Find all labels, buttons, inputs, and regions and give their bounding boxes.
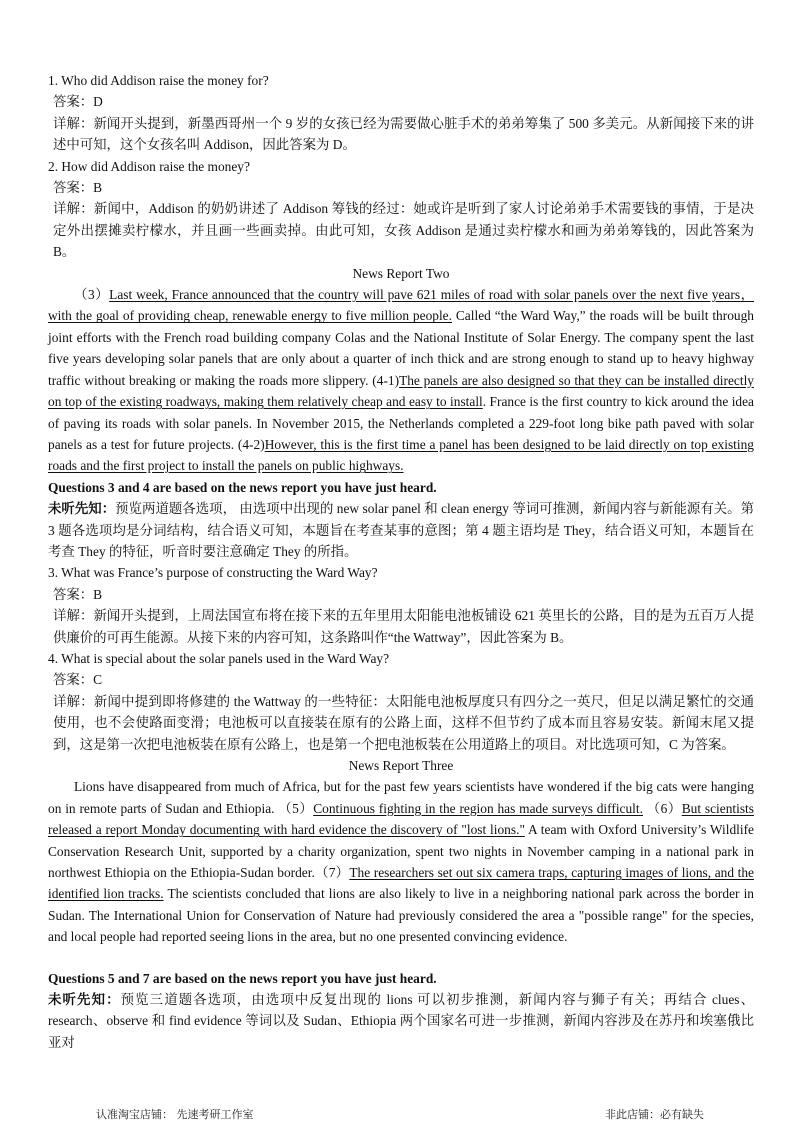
preview-note-3-4 <box>48 498 754 562</box>
question-1: 1. Who did Addison raise the money for? <box>48 73 269 88</box>
underlined-sentence-4-1: The panels are also designed so that they can be installed directly on top of the existing roadways, making them relatively cheap and easy to install <box>48 372 754 410</box>
footer-right-text: 非此店铺：必有缺失 <box>605 1108 704 1121</box>
spacer <box>48 948 754 968</box>
preview-label: 未听先知： <box>48 992 121 1008</box>
report-three-body-2: A team with Oxford University’s Wildlife Conservation Research Unit, supported by a charity organization, spent two nights in November camping in a national park in northwest Ethiopia on the Ethiopia-Sudan border.（7） <box>48 822 754 881</box>
answer-1: 答案：D <box>53 94 103 110</box>
preview-text: 预览三道题各选项，由选项中反复出现的 lions 可以初步推测，新闻内容与狮子有关；再结合 clues、research、observe 和 find evidence 等词以及 Sudan、Ethiopia 两个国家名可进一步推测，新闻内容涉及在苏丹和埃塞俄比亚对 <box>48 992 754 1050</box>
report-three-body-1: Lions have disappeared from much of Africa, but for the past few years scientists have wondered if the big cats were hanging on in remote parts of Sudan and Ethiopia. （5） <box>48 779 754 816</box>
news-report-two-title: News Report Two <box>352 265 450 281</box>
question-2: 2. How did Addison raise the money? <box>48 158 250 174</box>
underlined-sentence-4-2: However, this is the first time a panel has been designed to be laid directly on top existing roads and the first project to install the panels on public highways. <box>48 436 754 474</box>
preview-label: 未听先知： <box>48 501 116 517</box>
marker-3: （3） <box>74 287 110 303</box>
underlined-sentence-6: But scientists released a report Monday documenting with hard evidence the discovery of "lost lions." <box>48 800 754 838</box>
news-report-three-text <box>48 776 754 947</box>
report-two-body-1: Called “the Ward Way,” the roads will be built through joint efforts with the French road building company Colas and the National Institute of Solar Energy. The company spent the last five years developing solar panels that are only about a quarter of inch thick and are strong enough to stand up to heavy highway traffic without breaking or making the roads more slippery. (4-1) <box>48 308 754 388</box>
answer-4: 答案：C <box>53 672 103 688</box>
questions-3-4-note: Questions 3 and 4 are based on the news report you have just heard. <box>48 479 437 495</box>
footer-left-text: 认准淘宝店铺： 先速考研工作室 <box>96 1108 254 1121</box>
marker-6: （6） <box>642 800 682 816</box>
document-body <box>48 70 754 1053</box>
report-three-body-3: The scientists concluded that lions are also likely to live in a neighboring national park across the border in Sudan. The International Union for Conservation of Nature had previously considered the area a "possible range" for the species, and local people had reported seeing lions in the area, but no one presented convincing evidence. <box>48 886 754 945</box>
answer-3: 答案：B <box>53 586 103 602</box>
explanation-1: 详解：新闻开头提到，新墨西哥州一个 9 岁的女孩已经为需要做心脏手术的弟弟筹集了 500 多美元。从新闻接下来的讲述中可知，这个女孩名叫 Addison，因此答案为 D。 <box>53 115 754 153</box>
explanation-2: 详解：新闻中，Addison 的奶奶讲述了 Addison 筹钱的经过：她或许是听到了家人讨论弟弟手术需要钱的事情，于是决定外出摆摊卖柠檬水，并且画一些画卖掉。由此可知，女孩 Addison 是通过卖柠檬水和画为弟弟筹钱的，因此答案为 B。 <box>53 201 754 260</box>
question-3: 3. What was France’s purpose of constructing the Ward Way? <box>48 565 378 581</box>
report-two-body-2: . France is the first country to kick around the idea of paving its roads with solar panels. In November 2015, the Netherlands completed a 229-foot long bike path paved with solar panels as a test for future projects. (4-2) <box>48 394 754 452</box>
questions-5-7-note: Questions 5 and 7 are based on the news report you have just heard. <box>48 970 437 986</box>
underlined-sentence-7: The researchers set out six camera traps, capturing images of lions, and the identified lion tracks. <box>48 865 754 902</box>
underlined-sentence-3: Last week, France announced that the country will pave 621 miles of road with solar panels over the next five years，with the goal of providing cheap, renewable energy to five million people. <box>48 287 754 324</box>
explanation-4: 详解：新闻中提到即将修建的 the Wattway 的一些特征：太阳能电池板厚度只有四分之一英尺，但足以满足繁忙的交通使用，也不会使路面变滑；电池板可以直接装在原有的公路上面，这样不但节约了成本而且容易安装。新闻末尾又提到，这是第一次把电池板装在原有公路上，也是第一个把电池板装在公用道路上的项目。对比选项可知，C 为答案。 <box>53 693 754 752</box>
answer-2: 答案：B <box>53 180 103 196</box>
question-4: 4. What is special about the solar panels used in the Ward Way? <box>48 650 390 666</box>
preview-note-5-7 <box>48 989 754 1053</box>
news-report-two-text <box>48 284 754 477</box>
news-report-three-title: News Report Three <box>348 758 454 773</box>
explanation-3: 详解：新闻开头提到，上周法国宣布将在接下来的五年里用太阳能电池板铺设 621 英里长的公路，目的是为五百万人提供廉价的可再生能源。从接下来的内容可知，这条路叫作“the Wattway”，因此答案为 B。 <box>53 608 754 645</box>
preview-text: 预览两道题各选项， 由选项中出现的 new solar panel 和 clean energy 等词可推测，新闻内容与新能源有关。第 3 题各选项均是分词结构，结合语义可知，本题旨在考查某事的意图；第 4 题主语均是 They，结合语义可知，本题旨在考查 They 的特征，听音时要注意确定 They 的所指。 <box>48 501 754 559</box>
underlined-sentence-5: Continuous fighting in the region has made surveys difficult. <box>313 800 643 816</box>
